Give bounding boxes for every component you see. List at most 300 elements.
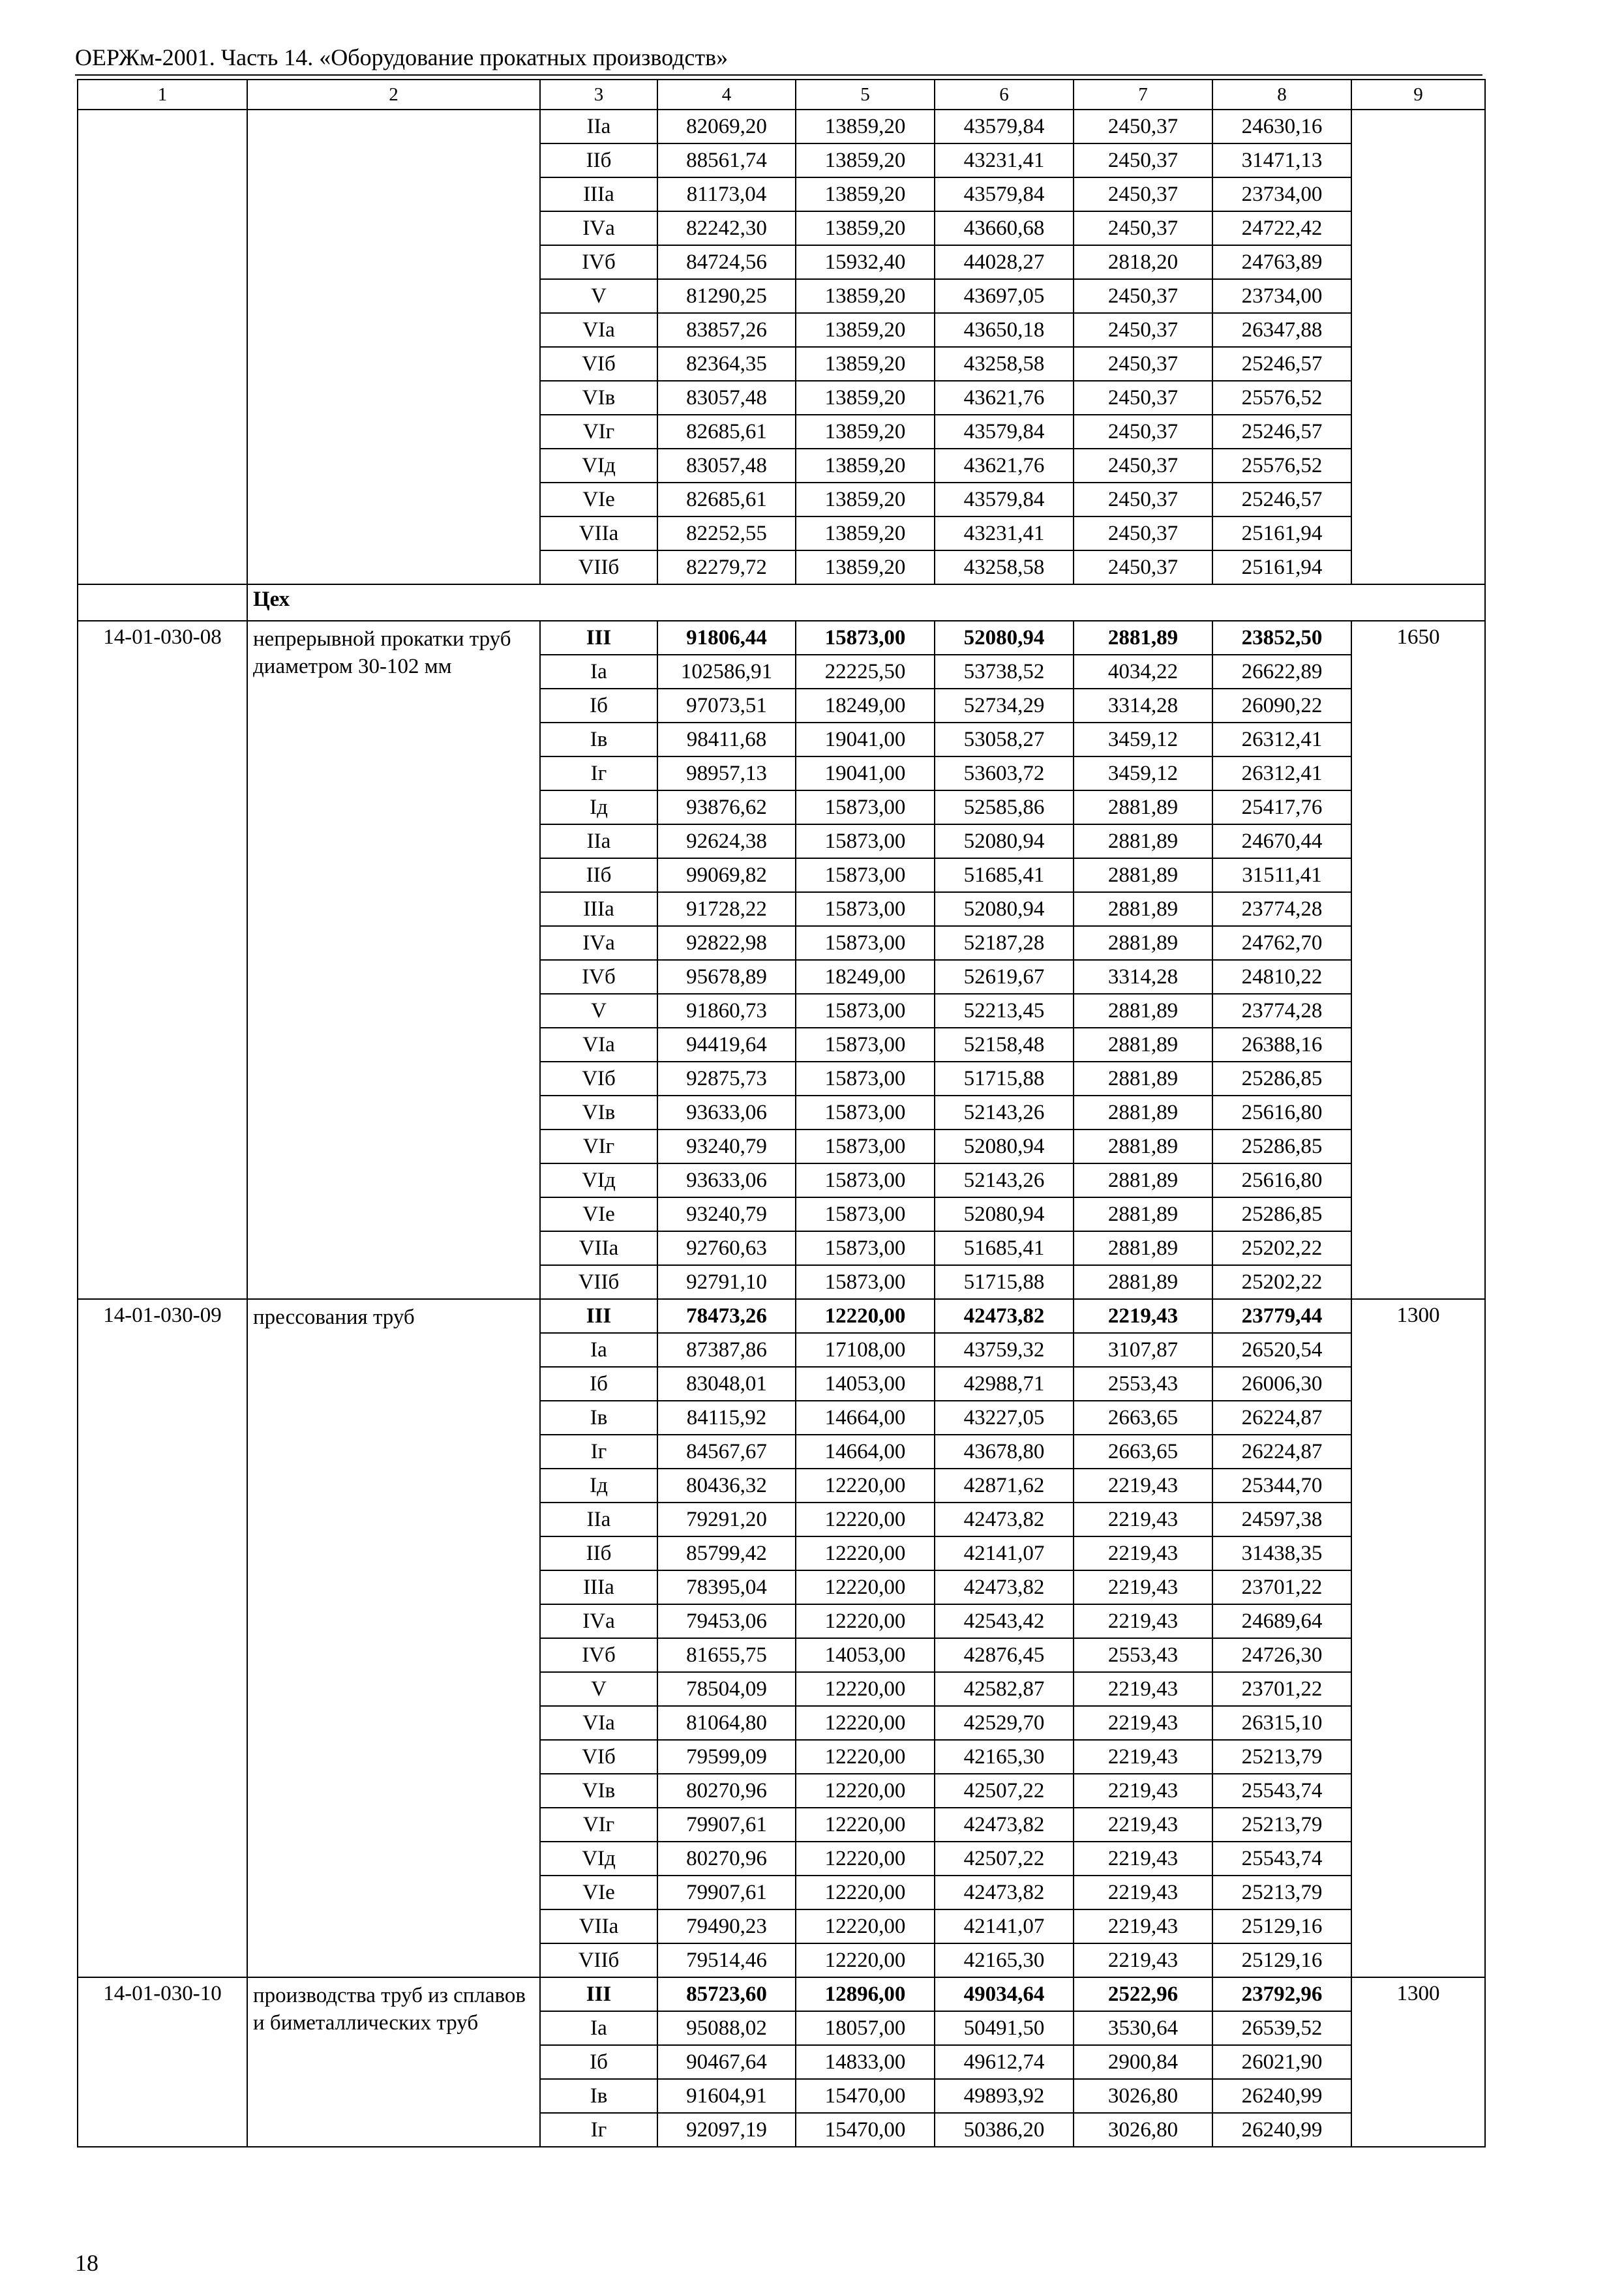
equipment-table [77, 79, 1486, 2147]
value-cell: 3459,12 [1074, 723, 1212, 756]
value-cell: 12220,00 [796, 1604, 935, 1638]
value-cell: 43258,58 [935, 550, 1074, 584]
variant-cell: Iб [540, 2045, 657, 2079]
column-number: 5 [796, 80, 935, 110]
value-cell: 31438,35 [1212, 1536, 1351, 1570]
value-cell: 52080,94 [935, 1197, 1074, 1231]
value-cell: 2881,89 [1074, 994, 1212, 1028]
col9-cell: 1650 [1351, 621, 1485, 1299]
value-cell: 26240,99 [1212, 2079, 1351, 2113]
value-cell: 83057,48 [657, 449, 796, 483]
value-cell: 98957,13 [657, 756, 796, 790]
variant-cell: VIв [540, 1774, 657, 1808]
value-cell: 25129,16 [1212, 1909, 1351, 1943]
value-cell: 13859,20 [796, 449, 935, 483]
variant-cell: V [540, 279, 657, 313]
variant-cell: IVб [540, 245, 657, 279]
header-rule [75, 74, 1482, 76]
value-cell: 53738,52 [935, 655, 1074, 689]
value-cell: 42473,82 [935, 1299, 1074, 1333]
value-cell: 26224,87 [1212, 1401, 1351, 1435]
value-cell: 2881,89 [1074, 892, 1212, 926]
value-cell: 3026,80 [1074, 2079, 1212, 2113]
value-cell: 78395,04 [657, 1570, 796, 1604]
value-cell: 15873,00 [796, 1197, 935, 1231]
value-cell: 81290,25 [657, 279, 796, 313]
value-cell: 52080,94 [935, 1130, 1074, 1163]
value-cell: 12896,00 [796, 1977, 935, 2011]
variant-cell: VIд [540, 1842, 657, 1876]
value-cell: 52213,45 [935, 994, 1074, 1028]
value-cell: 14053,00 [796, 1638, 935, 1672]
value-cell: 42507,22 [935, 1774, 1074, 1808]
value-cell: 15470,00 [796, 2079, 935, 2113]
name-cell: производства труб из сплавов и биметаллических труб [247, 1977, 540, 2147]
page-number: 18 [75, 2250, 98, 2276]
value-cell: 2553,43 [1074, 1367, 1212, 1401]
value-cell: 102586,91 [657, 655, 796, 689]
value-cell: 15873,00 [796, 1130, 935, 1163]
table-row [78, 1299, 1485, 1333]
variant-cell: IVа [540, 926, 657, 960]
value-cell: 15873,00 [796, 1231, 935, 1265]
variant-cell: III [540, 1299, 657, 1333]
value-cell: 2881,89 [1074, 1130, 1212, 1163]
variant-cell: VIIа [540, 516, 657, 550]
variant-cell: Iб [540, 689, 657, 723]
value-cell: 24726,30 [1212, 1638, 1351, 1672]
value-cell: 2450,37 [1074, 279, 1212, 313]
column-number: 4 [657, 80, 796, 110]
value-cell: 15873,00 [796, 892, 935, 926]
value-cell: 42141,07 [935, 1536, 1074, 1570]
variant-cell: IIб [540, 143, 657, 177]
value-cell: 25161,94 [1212, 550, 1351, 584]
value-cell: 84724,56 [657, 245, 796, 279]
value-cell: 2450,37 [1074, 381, 1212, 415]
value-cell: 2522,96 [1074, 1977, 1212, 2011]
variant-cell: VIа [540, 313, 657, 347]
value-cell: 26021,90 [1212, 2045, 1351, 2079]
value-cell: 25344,70 [1212, 1469, 1351, 1503]
value-cell: 49034,64 [935, 1977, 1074, 2011]
value-cell: 2881,89 [1074, 1096, 1212, 1130]
value-cell: 43650,18 [935, 313, 1074, 347]
value-cell: 14053,00 [796, 1367, 935, 1401]
variant-cell: VIг [540, 1130, 657, 1163]
value-cell: 42876,45 [935, 1638, 1074, 1672]
value-cell: 92822,98 [657, 926, 796, 960]
value-cell: 13859,20 [796, 347, 935, 381]
value-cell: 43231,41 [935, 516, 1074, 550]
value-cell: 2219,43 [1074, 1469, 1212, 1503]
value-cell: 43579,84 [935, 483, 1074, 516]
value-cell: 2881,89 [1074, 1028, 1212, 1062]
value-cell: 12220,00 [796, 1706, 935, 1740]
value-cell: 3314,28 [1074, 689, 1212, 723]
value-cell: 25543,74 [1212, 1774, 1351, 1808]
variant-cell: VIд [540, 449, 657, 483]
value-cell: 91806,44 [657, 621, 796, 655]
value-cell: 31511,41 [1212, 858, 1351, 892]
variant-cell: Iг [540, 1435, 657, 1469]
column-number: 3 [540, 80, 657, 110]
value-cell: 14664,00 [796, 1401, 935, 1435]
value-cell: 84115,92 [657, 1401, 796, 1435]
value-cell: 93633,06 [657, 1163, 796, 1197]
value-cell: 13859,20 [796, 211, 935, 245]
value-cell: 92791,10 [657, 1265, 796, 1299]
value-cell: 51715,88 [935, 1265, 1074, 1299]
value-cell: 81173,04 [657, 177, 796, 211]
variant-cell: Iв [540, 723, 657, 756]
code-cell [78, 584, 247, 621]
value-cell: 17108,00 [796, 1333, 935, 1367]
value-cell: 2219,43 [1074, 1604, 1212, 1638]
value-cell: 18057,00 [796, 2011, 935, 2045]
value-cell: 87387,86 [657, 1333, 796, 1367]
value-cell: 43258,58 [935, 347, 1074, 381]
value-cell: 13859,20 [796, 110, 935, 143]
variant-cell: Iд [540, 790, 657, 824]
value-cell: 2881,89 [1074, 1197, 1212, 1231]
column-number: 1 [78, 80, 247, 110]
value-cell: 24670,44 [1212, 824, 1351, 858]
value-cell: 12220,00 [796, 1503, 935, 1536]
value-cell: 3459,12 [1074, 756, 1212, 790]
value-cell: 2881,89 [1074, 621, 1212, 655]
value-cell: 53058,27 [935, 723, 1074, 756]
value-cell: 85723,60 [657, 1977, 796, 2011]
value-cell: 2219,43 [1074, 1909, 1212, 1943]
value-cell: 42507,22 [935, 1842, 1074, 1876]
value-cell: 52143,26 [935, 1096, 1074, 1130]
value-cell: 2663,65 [1074, 1401, 1212, 1435]
value-cell: 79291,20 [657, 1503, 796, 1536]
variant-cell: IVа [540, 211, 657, 245]
value-cell: 2450,37 [1074, 211, 1212, 245]
value-cell: 42529,70 [935, 1706, 1074, 1740]
value-cell: 2219,43 [1074, 1740, 1212, 1774]
value-cell: 23734,00 [1212, 279, 1351, 313]
section-label: Цех [247, 584, 1485, 621]
value-cell: 26539,52 [1212, 2011, 1351, 2045]
variant-cell: VIг [540, 1808, 657, 1842]
value-cell: 42473,82 [935, 1808, 1074, 1842]
value-cell: 31471,13 [1212, 143, 1351, 177]
variant-cell: Iа [540, 1333, 657, 1367]
value-cell: 2881,89 [1074, 1231, 1212, 1265]
value-cell: 2881,89 [1074, 1163, 1212, 1197]
col9-cell: 1300 [1351, 1977, 1485, 2147]
value-cell: 2881,89 [1074, 824, 1212, 858]
value-cell: 26622,89 [1212, 655, 1351, 689]
value-cell: 25417,76 [1212, 790, 1351, 824]
value-cell: 82685,61 [657, 483, 796, 516]
value-cell: 12220,00 [796, 1808, 935, 1842]
variant-cell: Iг [540, 2113, 657, 2147]
value-cell: 2219,43 [1074, 1943, 1212, 1977]
value-cell: 2450,37 [1074, 313, 1212, 347]
value-cell: 24762,70 [1212, 926, 1351, 960]
value-cell: 52158,48 [935, 1028, 1074, 1062]
col9-cell [1351, 110, 1485, 584]
value-cell: 2881,89 [1074, 926, 1212, 960]
value-cell: 12220,00 [796, 1672, 935, 1706]
value-cell: 13859,20 [796, 279, 935, 313]
value-cell: 82242,30 [657, 211, 796, 245]
value-cell: 12220,00 [796, 1774, 935, 1808]
variant-cell: VIд [540, 1163, 657, 1197]
variant-cell: IIа [540, 1503, 657, 1536]
value-cell: 2450,37 [1074, 143, 1212, 177]
value-cell: 26347,88 [1212, 313, 1351, 347]
value-cell: 25213,79 [1212, 1740, 1351, 1774]
name-cell [247, 110, 540, 584]
value-cell: 12220,00 [796, 1842, 935, 1876]
value-cell: 52080,94 [935, 824, 1074, 858]
variant-cell: Iб [540, 1367, 657, 1401]
value-cell: 78504,09 [657, 1672, 796, 1706]
value-cell: 52143,26 [935, 1163, 1074, 1197]
value-cell: 3530,64 [1074, 2011, 1212, 2045]
variant-cell: Iв [540, 1401, 657, 1435]
table-row [78, 621, 1485, 655]
value-cell: 25286,85 [1212, 1130, 1351, 1163]
variant-cell: III [540, 1977, 657, 2011]
value-cell: 13859,20 [796, 483, 935, 516]
value-cell: 12220,00 [796, 1740, 935, 1774]
table-row [78, 1977, 1485, 2011]
value-cell: 13859,20 [796, 516, 935, 550]
value-cell: 42988,71 [935, 1367, 1074, 1401]
value-cell: 3314,28 [1074, 960, 1212, 994]
value-cell: 15873,00 [796, 1028, 935, 1062]
value-cell: 24810,22 [1212, 960, 1351, 994]
value-cell: 25576,52 [1212, 449, 1351, 483]
value-cell: 15873,00 [796, 926, 935, 960]
value-cell: 92760,63 [657, 1231, 796, 1265]
value-cell: 25616,80 [1212, 1163, 1351, 1197]
value-cell: 24689,64 [1212, 1604, 1351, 1638]
value-cell: 51715,88 [935, 1062, 1074, 1096]
value-cell: 24597,38 [1212, 1503, 1351, 1536]
value-cell: 52585,86 [935, 790, 1074, 824]
variant-cell: VIб [540, 347, 657, 381]
value-cell: 2450,37 [1074, 415, 1212, 449]
value-cell: 25129,16 [1212, 1943, 1351, 1977]
variant-cell: VIIа [540, 1231, 657, 1265]
value-cell: 2881,89 [1074, 790, 1212, 824]
variant-cell: VIа [540, 1028, 657, 1062]
code-cell: 14-01-030-08 [78, 621, 247, 1299]
value-cell: 12220,00 [796, 1469, 935, 1503]
value-cell: 98411,68 [657, 723, 796, 756]
name-cell: непрерывной прокатки труб диаметром 30-102 мм [247, 621, 540, 1299]
variant-cell: IIб [540, 1536, 657, 1570]
variant-cell: III [540, 621, 657, 655]
value-cell: 26090,22 [1212, 689, 1351, 723]
value-cell: 26006,30 [1212, 1367, 1351, 1401]
value-cell: 85799,42 [657, 1536, 796, 1570]
variant-cell: V [540, 994, 657, 1028]
value-cell: 2450,37 [1074, 177, 1212, 211]
code-cell [78, 110, 247, 584]
value-cell: 91604,91 [657, 2079, 796, 2113]
name-cell: прессования труб [247, 1299, 540, 1977]
value-cell: 2900,84 [1074, 2045, 1212, 2079]
column-number: 9 [1351, 80, 1485, 110]
variant-cell: VIб [540, 1740, 657, 1774]
value-cell: 18249,00 [796, 689, 935, 723]
value-cell: 53603,72 [935, 756, 1074, 790]
value-cell: 19041,00 [796, 756, 935, 790]
variant-cell: IIб [540, 858, 657, 892]
variant-cell: IIа [540, 824, 657, 858]
variant-cell: IVб [540, 960, 657, 994]
value-cell: 51685,41 [935, 1231, 1074, 1265]
value-cell: 2450,37 [1074, 550, 1212, 584]
value-cell: 43678,80 [935, 1435, 1074, 1469]
variant-cell: IVа [540, 1604, 657, 1638]
value-cell: 15873,00 [796, 1062, 935, 1096]
value-cell: 43660,68 [935, 211, 1074, 245]
value-cell: 43227,05 [935, 1401, 1074, 1435]
value-cell: 15470,00 [796, 2113, 935, 2147]
value-cell: 2450,37 [1074, 110, 1212, 143]
value-cell: 95678,89 [657, 960, 796, 994]
value-cell: 23701,22 [1212, 1672, 1351, 1706]
value-cell: 23779,44 [1212, 1299, 1351, 1333]
value-cell: 26388,16 [1212, 1028, 1351, 1062]
value-cell: 14664,00 [796, 1435, 935, 1469]
value-cell: 2881,89 [1074, 1265, 1212, 1299]
value-cell: 25161,94 [1212, 516, 1351, 550]
value-cell: 2219,43 [1074, 1842, 1212, 1876]
variant-cell: Iа [540, 655, 657, 689]
value-cell: 50386,20 [935, 2113, 1074, 2147]
value-cell: 80270,96 [657, 1774, 796, 1808]
value-cell: 14833,00 [796, 2045, 935, 2079]
value-cell: 23852,50 [1212, 621, 1351, 655]
value-cell: 26312,41 [1212, 723, 1351, 756]
value-cell: 24630,16 [1212, 110, 1351, 143]
value-cell: 42165,30 [935, 1740, 1074, 1774]
value-cell: 2450,37 [1074, 347, 1212, 381]
value-cell: 80436,32 [657, 1469, 796, 1503]
value-cell: 2881,89 [1074, 1062, 1212, 1096]
value-cell: 26315,10 [1212, 1706, 1351, 1740]
value-cell: 15932,40 [796, 245, 935, 279]
value-cell: 52734,29 [935, 689, 1074, 723]
value-cell: 12220,00 [796, 1943, 935, 1977]
col9-cell: 1300 [1351, 1299, 1485, 1977]
value-cell: 94419,64 [657, 1028, 796, 1062]
value-cell: 15873,00 [796, 790, 935, 824]
column-number: 7 [1074, 80, 1212, 110]
value-cell: 13859,20 [796, 550, 935, 584]
column-number: 8 [1212, 80, 1351, 110]
variant-cell: VIIа [540, 1909, 657, 1943]
value-cell: 2219,43 [1074, 1536, 1212, 1570]
value-cell: 15873,00 [796, 1163, 935, 1197]
value-cell: 2450,37 [1074, 483, 1212, 516]
value-cell: 25576,52 [1212, 381, 1351, 415]
page-header: ОЕРЖм-2001. Часть 14. «Оборудование прокатных производств» [75, 44, 729, 70]
variant-cell: VIб [540, 1062, 657, 1096]
value-cell: 3026,80 [1074, 2113, 1212, 2147]
value-cell: 2219,43 [1074, 1570, 1212, 1604]
value-cell: 43759,32 [935, 1333, 1074, 1367]
value-cell: 82279,72 [657, 550, 796, 584]
value-cell: 97073,51 [657, 689, 796, 723]
value-cell: 26312,41 [1212, 756, 1351, 790]
variant-cell: VIе [540, 1197, 657, 1231]
value-cell: 92875,73 [657, 1062, 796, 1096]
value-cell: 23774,28 [1212, 994, 1351, 1028]
variant-cell: Iв [540, 2079, 657, 2113]
value-cell: 26224,87 [1212, 1435, 1351, 1469]
value-cell: 91860,73 [657, 994, 796, 1028]
variant-cell: V [540, 1672, 657, 1706]
column-number: 2 [247, 80, 540, 110]
value-cell: 79907,61 [657, 1876, 796, 1909]
value-cell: 49612,74 [935, 2045, 1074, 2079]
value-cell: 83057,48 [657, 381, 796, 415]
column-number-row [78, 80, 1485, 110]
variant-cell: VIа [540, 1706, 657, 1740]
value-cell: 42473,82 [935, 1876, 1074, 1909]
value-cell: 25246,57 [1212, 415, 1351, 449]
value-cell: 42473,82 [935, 1570, 1074, 1604]
table-row [78, 110, 1485, 143]
value-cell: 15873,00 [796, 994, 935, 1028]
variant-cell: IIа [540, 110, 657, 143]
value-cell: 79514,46 [657, 1943, 796, 1977]
value-cell: 25213,79 [1212, 1876, 1351, 1909]
value-cell: 52080,94 [935, 621, 1074, 655]
value-cell: 4034,22 [1074, 655, 1212, 689]
value-cell: 92624,38 [657, 824, 796, 858]
value-cell: 42582,87 [935, 1672, 1074, 1706]
value-cell: 52619,67 [935, 960, 1074, 994]
value-cell: 50491,50 [935, 2011, 1074, 2045]
value-cell: 82685,61 [657, 415, 796, 449]
column-number: 6 [935, 80, 1074, 110]
value-cell: 82252,55 [657, 516, 796, 550]
value-cell: 25616,80 [1212, 1096, 1351, 1130]
variant-cell: IIIа [540, 892, 657, 926]
value-cell: 2818,20 [1074, 245, 1212, 279]
value-cell: 42165,30 [935, 1943, 1074, 1977]
variant-cell: IIIа [540, 1570, 657, 1604]
code-cell: 14-01-030-10 [78, 1977, 247, 2147]
value-cell: 25246,57 [1212, 483, 1351, 516]
value-cell: 15873,00 [796, 621, 935, 655]
value-cell: 2450,37 [1074, 449, 1212, 483]
value-cell: 25286,85 [1212, 1062, 1351, 1096]
value-cell: 43621,76 [935, 449, 1074, 483]
variant-cell: VIIб [540, 1943, 657, 1977]
value-cell: 84567,67 [657, 1435, 796, 1469]
value-cell: 19041,00 [796, 723, 935, 756]
value-cell: 26520,54 [1212, 1333, 1351, 1367]
variant-cell: VIе [540, 1876, 657, 1909]
value-cell: 43579,84 [935, 415, 1074, 449]
value-cell: 25202,22 [1212, 1265, 1351, 1299]
value-cell: 43231,41 [935, 143, 1074, 177]
value-cell: 79490,23 [657, 1909, 796, 1943]
